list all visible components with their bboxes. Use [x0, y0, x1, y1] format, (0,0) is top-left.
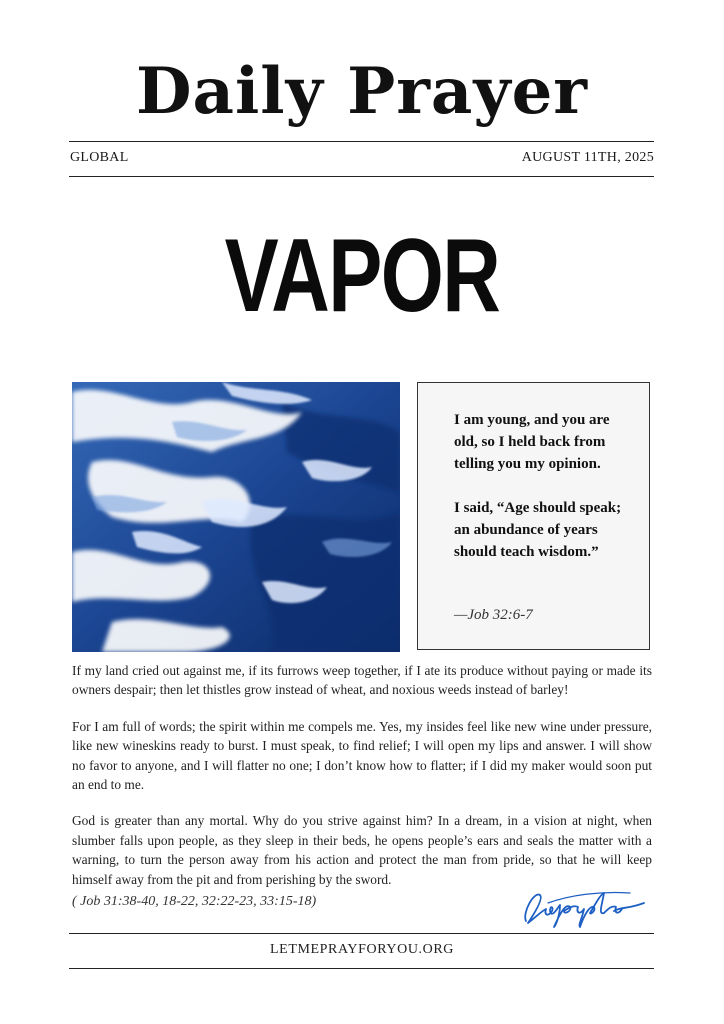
region-label: GLOBAL: [70, 150, 129, 165]
body-paragraph-3: God is greater than any mortal. Why do you strive against him? In a dream, in a vision at night, when slumber falls upon people, as they sleep in their beds, he opens people’s ears and seals the matter with a warning, to turn the person away from his action and protect the man from pride, so that he will keep himself away from the pit and from perishing by the sword.: [72, 813, 652, 887]
ocean-waves-image: [72, 382, 400, 652]
website-link[interactable]: LETMEPRAYFORYOU.ORG: [270, 942, 454, 957]
body-paragraph-2: For I am full of words; the spirit within me compels me. Yes, my insides feel like new wine under pressure, like new wineskins ready to burst. I must speak, to find relief; I will open my lips and answer. I will show no favor to anyone, and I will flatter no one; I don’t know how to flatter; if I did my maker would soon put an end to me.: [72, 718, 652, 793]
scripture-quote-box: [417, 382, 650, 650]
scripture-citation: ( Job 31:38-40, 18-22, 32:22-23, 33:15-18): [72, 894, 317, 909]
signature-image: [520, 885, 650, 929]
masthead-title: Daily Prayer: [136, 54, 588, 129]
issue-date: AUGUST 11TH, 2025: [521, 150, 654, 165]
header-top-rule: [69, 141, 654, 142]
footer-top-rule: [69, 933, 654, 934]
quote-paragraph-2: I said, “Age should speak; an abundance of years should teach wisdom.”: [454, 500, 622, 560]
quote-text: [454, 409, 634, 585]
header-bottom-rule: [69, 176, 654, 177]
headline: VAPOR: [224, 218, 500, 334]
body-text: [72, 661, 652, 906]
signature-icon: [520, 885, 650, 929]
ocean-waves-illustration: [72, 382, 400, 652]
footer-bottom-rule: [69, 968, 654, 969]
quote-paragraph-1: I am young, and you are old, so I held back from telling you my opinion.: [454, 412, 610, 472]
body-paragraph-1: If my land cried out against me, if its furrows weep together, if I ate its produce without paying or made its owners despair; then let thistles grow instead of wheat, and noxious weeds instead of barley!: [72, 663, 652, 698]
quote-reference: —Job 32:6-7: [454, 607, 533, 623]
